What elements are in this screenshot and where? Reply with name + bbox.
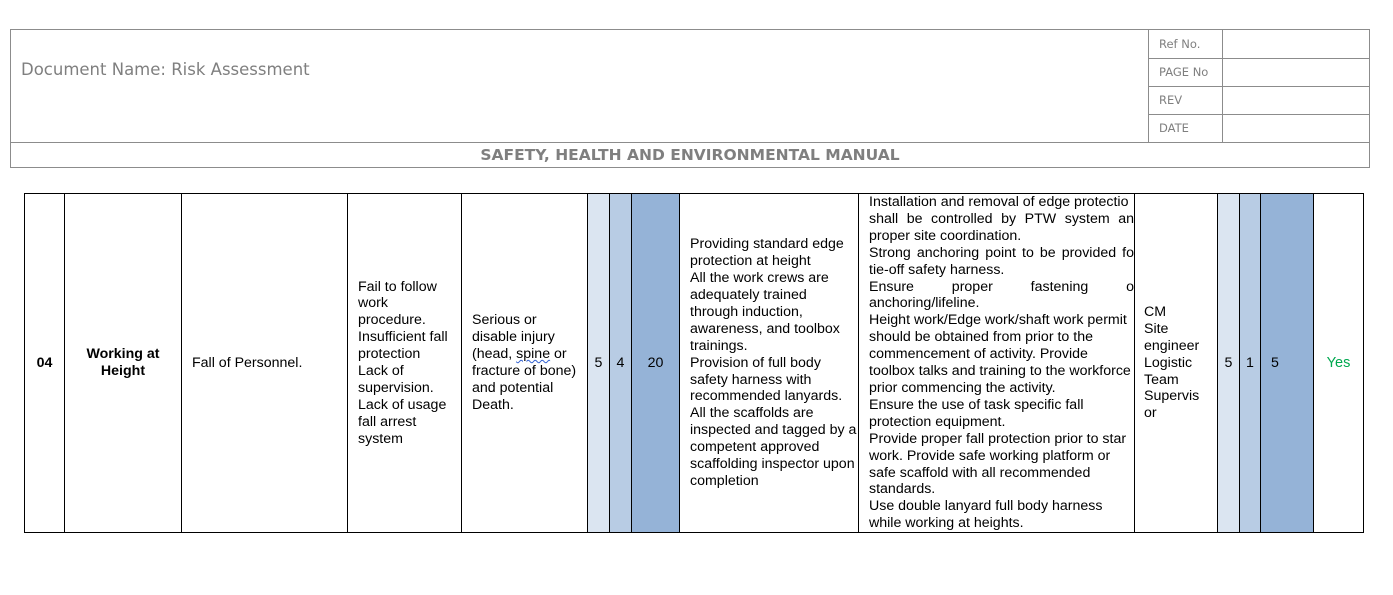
existing-controls-cell	[680, 194, 859, 533]
additional-control-line: tie-off safety harness.	[869, 261, 1005, 278]
hazard-cell: Fall of Personnel.	[182, 194, 348, 533]
consequence-text-b: or fracture of bone) and potential Death.	[472, 346, 577, 413]
consequence-text-a: Serious or disable injury (head,	[472, 312, 555, 363]
additional-control-line: work. Provide safe working platform or	[869, 447, 1111, 464]
responsibility-cell	[1135, 194, 1218, 533]
additional-control-line: standards.	[869, 481, 936, 498]
page-no-label: PAGE No	[1149, 58, 1223, 86]
control-item: Provision of full body safety harness with recommended lanyards.	[690, 354, 843, 405]
control-item: Providing standard edge protection at height	[690, 236, 844, 270]
additional-control-line: Installation and removal of edge protectio	[869, 194, 1129, 210]
residual-likelihood: 1	[1240, 194, 1261, 533]
residual-risk-rating: 5	[1261, 194, 1314, 533]
responsible-item: Supervis	[1144, 388, 1200, 405]
responsible-item: or	[1144, 405, 1157, 422]
initial-severity: 5	[588, 194, 610, 533]
ref-no-value	[1223, 30, 1371, 58]
control-item: All the work crews are adequately trained through induction, awareness, and toolbox trainings.	[690, 270, 840, 354]
additional-control-line: toolbox talks and training to the workforce	[869, 363, 1131, 380]
residual-severity: 5	[1218, 194, 1240, 533]
rev-value	[1223, 86, 1371, 114]
additional-controls-cell	[859, 194, 1135, 533]
activity-cell: Working at Height	[65, 194, 182, 533]
responsible-item: Site	[1144, 320, 1169, 337]
control-item: All the scaffolds are inspected and tagged by a competent approved scaffolding inspector upon completion	[690, 405, 857, 489]
additional-control-line: Use double lanyard full body harness	[869, 498, 1103, 515]
causes-cell	[348, 194, 462, 533]
acceptable-status: Yes	[1314, 194, 1364, 533]
cause-item: Lack of supervision.	[358, 363, 434, 396]
header-top	[11, 30, 1369, 142]
date-value	[1223, 114, 1371, 142]
responsible-item: engineer	[1144, 337, 1200, 354]
ref-no-label: Ref No.	[1149, 30, 1223, 58]
responsible-item: Team	[1144, 371, 1179, 388]
additional-control-line: Height work/Edge work/shaft work permit	[869, 312, 1127, 329]
document-name: Document Name: Risk Assessment	[21, 60, 310, 79]
spellcheck-word: spine	[516, 346, 551, 363]
additional-control-line: proper site coordination.	[869, 227, 1022, 244]
responsible-item: CM	[1144, 303, 1167, 320]
date-label: DATE	[1149, 114, 1223, 142]
responsible-item: Logistic	[1144, 354, 1193, 371]
document-header	[10, 29, 1370, 168]
manual-title: SAFETY, HEALTH AND ENVIRONMENTAL MANUAL	[11, 142, 1369, 167]
initial-risk-rating: 20	[632, 194, 680, 533]
additional-control-line: shall be controlled by PTW system an	[869, 210, 1134, 227]
cause-item: Insufficient fall protection	[358, 329, 448, 363]
consequence-cell	[462, 194, 588, 533]
additional-control-line: Ensure the use of task specific fall	[869, 396, 1084, 413]
additional-control-line: while working at heights.	[869, 515, 1024, 532]
rev-label: REV	[1149, 86, 1223, 114]
additional-control-line: Ensure proper fastening o	[869, 278, 1134, 295]
additional-control-line: should be obtained from prior to the	[869, 329, 1093, 346]
additional-control-line: Strong anchoring point to be provided fo	[869, 244, 1134, 261]
document-meta-table	[1148, 30, 1370, 142]
additional-control-line: safe scaffold with all recommended	[869, 464, 1091, 481]
page-no-value	[1223, 58, 1371, 86]
additional-control-line: prior commencing the activity.	[869, 379, 1056, 396]
additional-control-line: Provide proper fall protection prior to star	[869, 430, 1127, 447]
risk-assessment-table	[24, 193, 1364, 533]
cause-item: Fail to follow work procedure.	[358, 278, 437, 329]
cause-item: Lack of usage fall arrest system	[358, 396, 447, 447]
additional-control-line: protection equipment.	[869, 413, 1006, 430]
additional-control-line: commencement of activity. Provide	[869, 346, 1088, 363]
table-row	[25, 194, 1364, 533]
additional-control-line: anchoring/lifeline.	[869, 295, 980, 312]
initial-likelihood: 4	[610, 194, 632, 533]
row-number: 04	[25, 194, 65, 533]
